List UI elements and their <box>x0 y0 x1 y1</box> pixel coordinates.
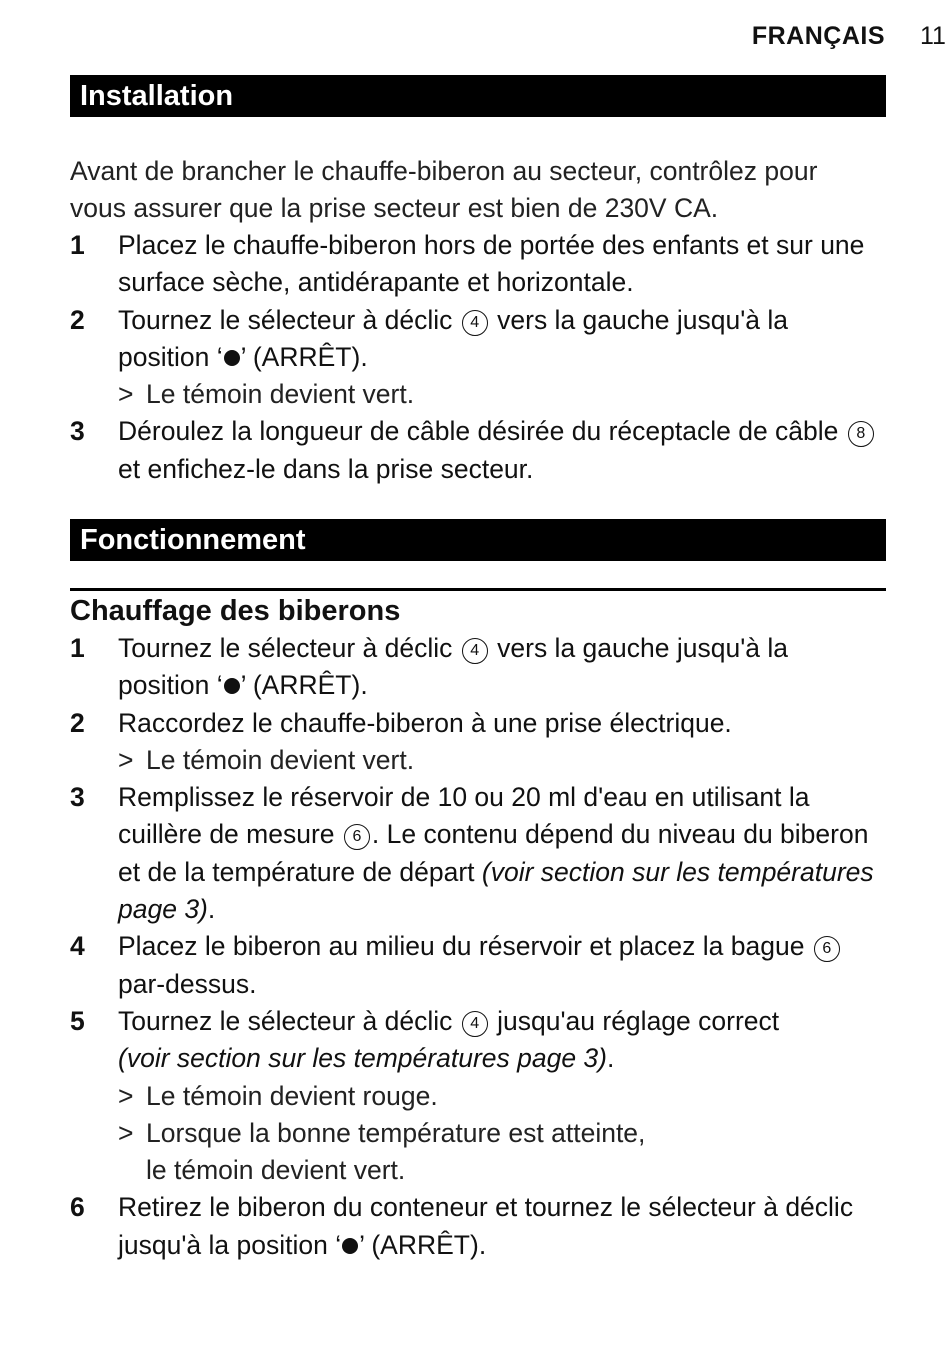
step-text: Placez le biberon au milieu du réservoir et placez la bague <box>118 931 805 962</box>
step-text: Tournez le sélecteur à déclic <box>118 633 453 663</box>
step-text: Placez le chauffe-biberon hors de portée des enfants et sur une surface sèche, antidérapante et horizontale. <box>118 230 865 298</box>
step-number: 3 <box>70 416 85 447</box>
circled-number-icon: 4 <box>462 1011 488 1037</box>
divider <box>70 588 886 591</box>
step-reference: (voir section sur les températures page 3) <box>118 856 874 925</box>
step-text: vers la gauche jusqu'à la position ‘ <box>118 304 788 372</box>
off-dot-icon <box>224 678 240 694</box>
step-number: 2 <box>70 304 85 335</box>
list-item <box>70 227 886 302</box>
step-text: Tournez le sélecteur à déclic <box>118 304 453 335</box>
step-text: Remplissez le réservoir de 10 ou 20 ml d'eau en utilisant la cuillère de mesure <box>118 782 810 850</box>
step-number: 2 <box>70 707 85 738</box>
step-text: . <box>607 1043 615 1074</box>
step-text: . <box>207 894 216 925</box>
note-text: Le témoin devient vert. <box>146 744 415 775</box>
list-item <box>70 705 886 780</box>
step-text: Raccordez le chauffe-biberon à une prise électrique. <box>118 707 732 738</box>
page-number: 11 <box>920 22 946 50</box>
step-text: Tournez le sélecteur à déclic <box>118 1005 453 1036</box>
note-text: Le témoin devient vert. <box>146 379 415 410</box>
circled-number-icon: 6 <box>814 936 840 962</box>
result-note <box>118 376 886 413</box>
fonctionnement-steps <box>70 630 886 1264</box>
arrow-marker: > <box>118 744 134 775</box>
step-number: 4 <box>70 931 85 962</box>
note-text: Le témoin devient rouge. <box>146 1080 438 1111</box>
list-item <box>70 413 886 488</box>
result-note-continued: le témoin devient vert. <box>146 1155 406 1186</box>
intro-line: Avant de brancher le chauffe-biberon au secteur, contrôlez pour <box>70 156 818 186</box>
arrow-marker: > <box>118 1117 134 1148</box>
step-text: jusqu'au réglage correct <box>497 1005 780 1036</box>
step-number: 6 <box>70 1192 85 1223</box>
step-number: 3 <box>70 782 85 813</box>
result-note <box>118 1115 886 1152</box>
installation-intro <box>70 153 886 227</box>
step-text: et enfichez-le dans la prise secteur. <box>118 453 534 484</box>
arrow-marker: > <box>118 1080 134 1111</box>
list-item <box>70 630 886 705</box>
section-title-fonctionnement: Fonctionnement <box>70 519 886 561</box>
list-item <box>70 1189 886 1264</box>
circled-number-icon: 8 <box>848 421 874 447</box>
result-note <box>118 1078 886 1115</box>
step-number: 5 <box>70 1005 85 1036</box>
subsection-title: Chauffage des biberons <box>70 595 401 627</box>
circled-number-icon: 4 <box>462 310 488 336</box>
step-text: ’ (ARRÊT). <box>240 341 368 372</box>
list-item <box>70 302 886 414</box>
list-item <box>70 928 886 1003</box>
result-note <box>118 742 886 779</box>
list-item <box>70 1003 886 1189</box>
step-text: vers la gauche jusqu'à la position ‘ <box>118 633 788 701</box>
note-text: Lorsque la bonne température est atteinte, <box>146 1117 646 1148</box>
arrow-marker: > <box>118 379 134 410</box>
step-text: ’ (ARRÊT). <box>359 1229 487 1260</box>
step-text: Déroulez la longueur de câble désirée du réceptacle de câble <box>118 416 839 447</box>
language-label: FRANÇAIS <box>751 22 885 50</box>
step-reference: (voir section sur les températures page 3) <box>118 1043 607 1074</box>
circled-number-icon: 6 <box>344 824 370 850</box>
step-number: 1 <box>70 230 85 260</box>
step-text: ’ (ARRÊT). <box>240 670 368 701</box>
circled-number-icon: 4 <box>462 638 488 664</box>
step-text: Retirez le biberon du conteneur et tournez le sélecteur à déclic jusqu'à la position ‘ <box>118 1192 854 1260</box>
step-text: par-dessus. <box>118 968 257 999</box>
section-title-installation: Installation <box>70 75 886 117</box>
intro-line: vous assurer que la prise secteur est bien de 230V CA. <box>70 193 719 223</box>
off-dot-icon <box>224 350 240 366</box>
list-item <box>70 779 886 928</box>
off-dot-icon <box>342 1238 358 1254</box>
installation-steps <box>70 227 886 488</box>
step-text: . Le contenu dépend du niveau du biberon et de la température de départ <box>118 819 869 887</box>
step-number: 1 <box>70 633 85 663</box>
